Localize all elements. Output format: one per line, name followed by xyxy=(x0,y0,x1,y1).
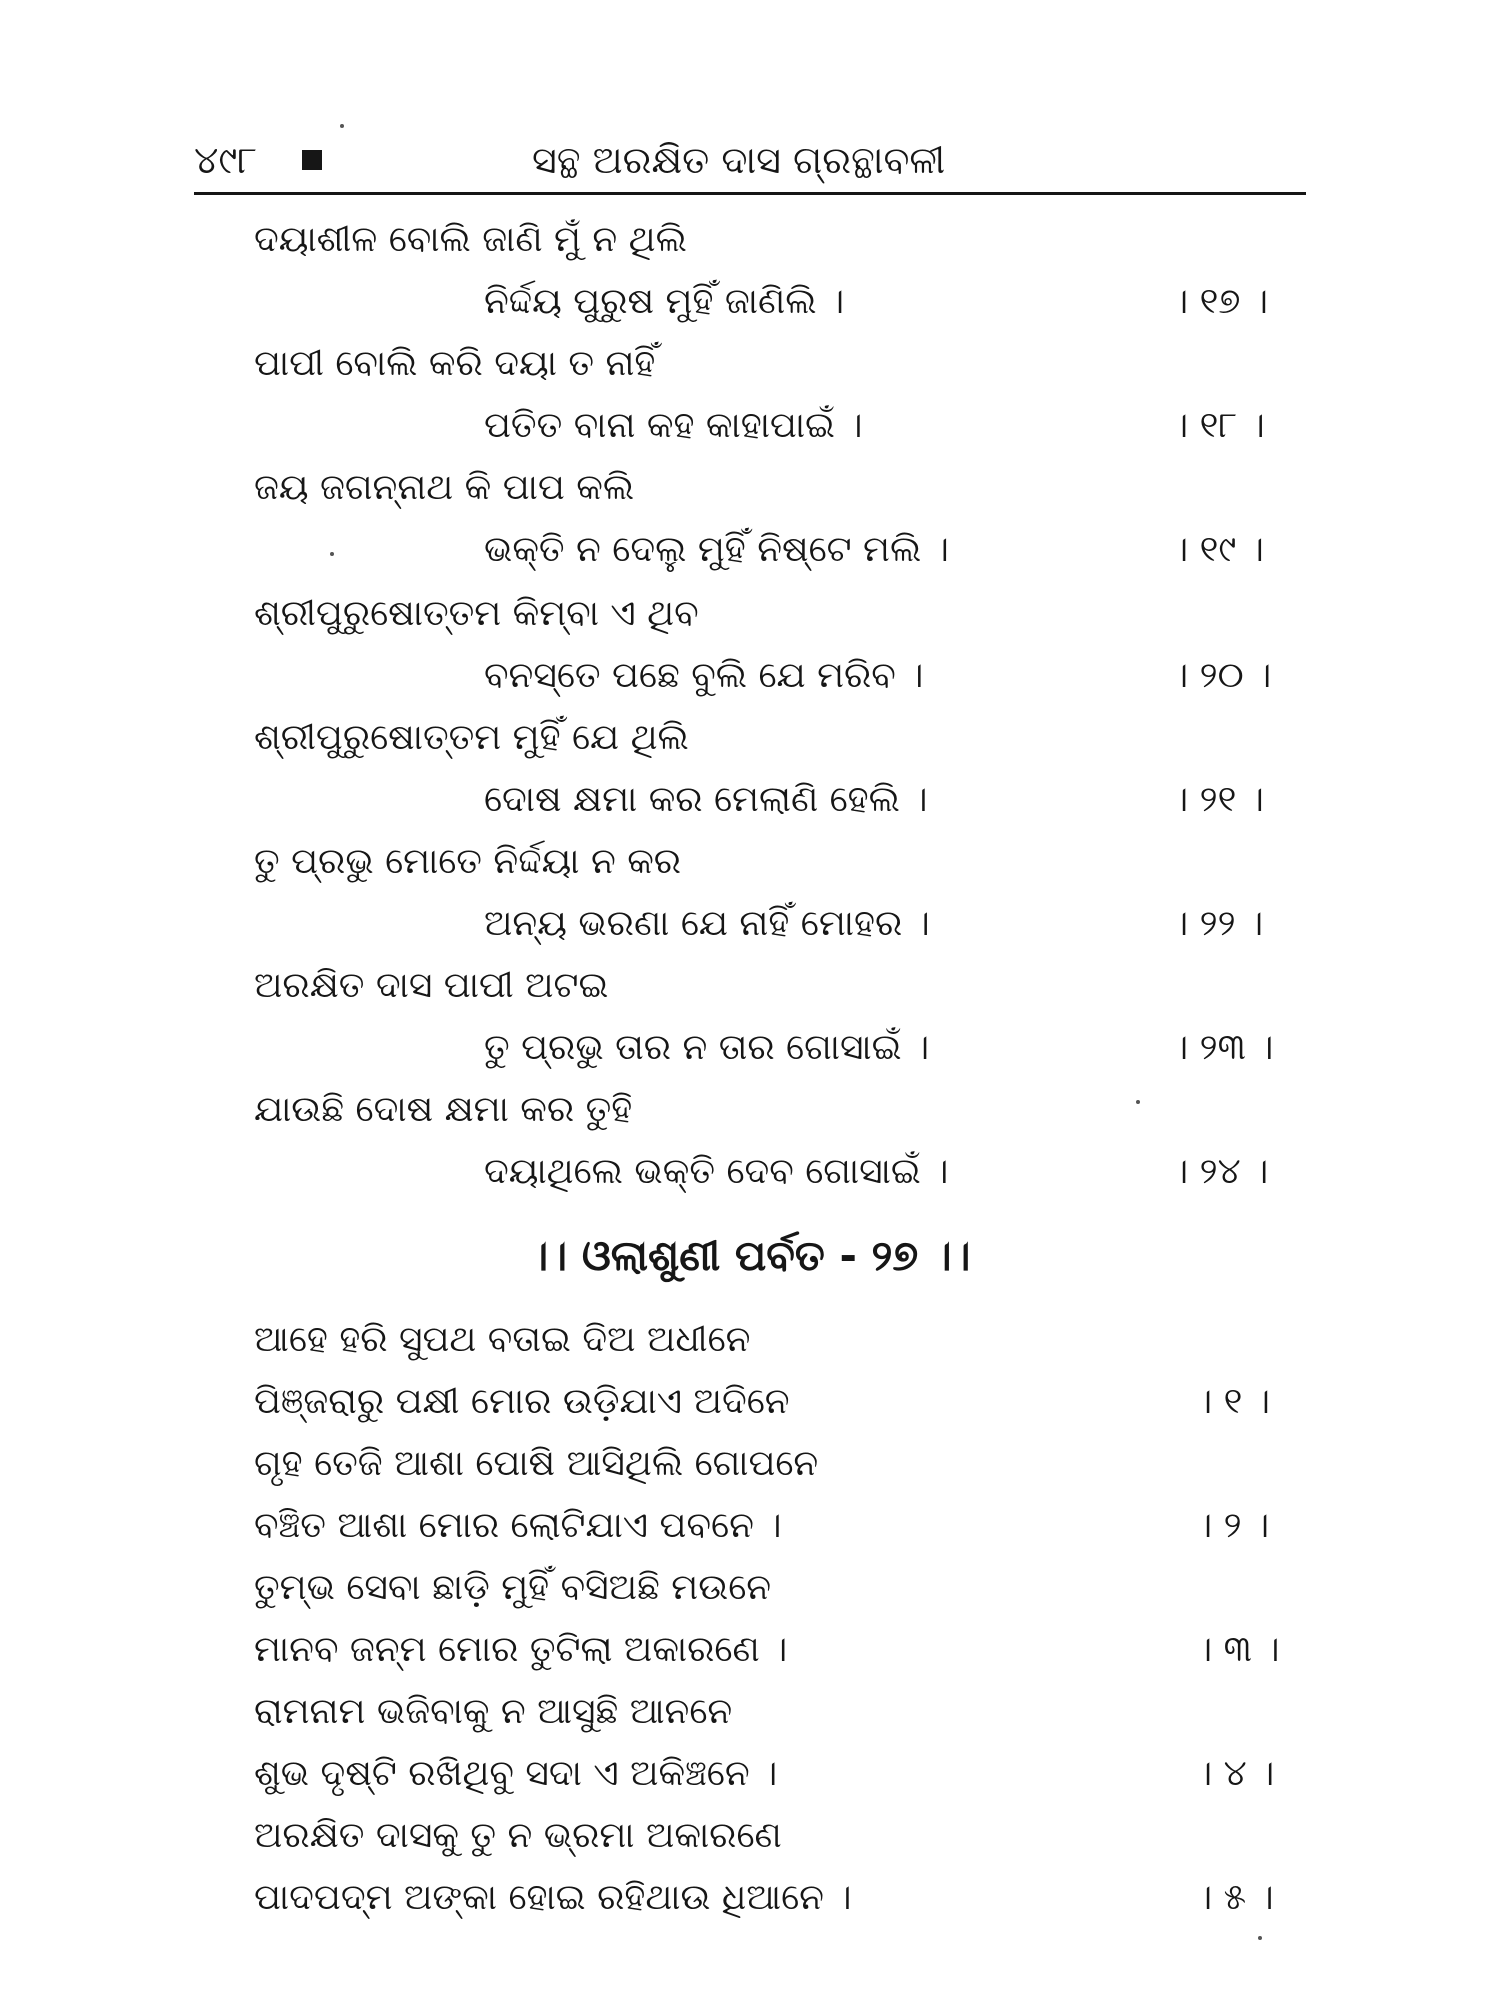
verse-line: ପିଞ୍ଜରାରୁ ପକ୍ଷୀ ମୋର ଉଡ଼ିଯାଏ ଅଦିନେ xyxy=(254,1381,790,1422)
verse-number: । ୨୦ । xyxy=(1172,655,1272,696)
verse-line: ପତିତ ବାନା କହ କାହାପାଇଁ । xyxy=(484,405,863,446)
square-bullet-icon xyxy=(302,150,322,170)
verse-number: । ୨୨ । xyxy=(1172,903,1264,944)
verse-line: ବନସ୍ତେ ପଛେ ବୁଲି ଯେ ମରିବ । xyxy=(484,655,924,696)
verse-number: । ୫ । xyxy=(1196,1877,1274,1918)
verse-number: । ୨୩ । xyxy=(1172,1027,1274,1068)
verse-line: ପାଦପଦ୍ମ ଅଙ୍କା ହୋଇ ରହିଥାଉ ଧିଆନେ । xyxy=(254,1877,852,1918)
verse-line: ଜୟ ଜଗନ୍ନାଥ କି ପାପ କଲି xyxy=(254,467,635,508)
header-divider xyxy=(194,192,1306,195)
verse-line: ଗୃହ ତେଜି ଆଶା ପୋଷି ଆସିଥିଲି ଗୋପନେ xyxy=(254,1443,819,1484)
verse-line: ଯାଉଛି ଦୋଷ କ୍ଷମା କର ତୁହି xyxy=(254,1089,633,1130)
verse-line: ଅରକ୍ଷିତ ଦାସ ପାପୀ ଅଟଇ xyxy=(254,965,609,1006)
verse-line: ଦୋଷ କ୍ଷମା କର ମେଲାଣି ହେଲି । xyxy=(484,779,928,820)
verse-line: ଶ୍ରୀପୁରୁଷୋତ୍ତମ କିମ୍ବା ଏ ଥିବ xyxy=(254,593,699,634)
verse-number: । ୨୧ । xyxy=(1172,779,1264,820)
scan-speck xyxy=(330,552,334,556)
book-title: ସନ୍ଥ ଅରକ୍ଷିତ ଦାସ ଗ୍ରନ୍ଥାବଳୀ xyxy=(532,138,946,182)
verse-line: ରାମନାମ ଭଜିବାକୁ ନ ଆସୁଛି ଆନନେ xyxy=(254,1691,733,1732)
verse-line: ମାନବ ଜନ୍ମ ମୋର ତୁଟିଲା ଅକାରଣେ । xyxy=(254,1629,788,1670)
section-heading: ।। ଓଲାଶୁଣୀ ପର୍ବତ - ୨୭ ।। xyxy=(529,1231,971,1280)
verse-line: ଦୟାଥିଲେ ଭକ୍ତି ଦେବ ଗୋସାଇଁ । xyxy=(484,1151,949,1192)
verse-line: ତୁ ପ୍ରଭୁ ମୋତେ ନିର୍ଦ୍ଦୟା ନ କର xyxy=(254,841,682,882)
verse-line: ଶୁଭ ଦୃଷ୍ଟି ରଖିଥିବୁ ସଦା ଏ ଅକିଞ୍ଚନେ । xyxy=(254,1753,778,1794)
verse-line: ଅନ୍ୟ ଭରଣା ଯେ ନାହିଁ ମୋହର । xyxy=(484,903,930,944)
page-header xyxy=(194,130,1300,190)
verse-line: ବଞ୍ଚିତ ଆଶା ମୋର ଲୋଟିଯାଏ ପବନେ । xyxy=(254,1505,782,1546)
verse-line: ଦୟାଶୀଳ ବୋଲି ଜାଣି ମୁଁ ନ ଥିଲି xyxy=(254,219,687,260)
verse-number: । ୪ । xyxy=(1196,1753,1275,1794)
verse-line: ଭକ୍ତି ନ ଦେଲୁ ମୁହିଁ ନିଷ୍ଟେ ମଲି । xyxy=(484,529,949,570)
verse-line: ପାପୀ ବୋଲି କରି ଦୟା ତ ନାହିଁ xyxy=(254,343,656,384)
verse-line: ଆହେ ହରି ସୁପଥ ବତାଇ ଦିଅ ଅଧୀନେ xyxy=(254,1319,751,1360)
scan-speck xyxy=(1136,1100,1140,1104)
verse-number: । ୨୪ । xyxy=(1172,1151,1269,1192)
verse-number: । ୩ । xyxy=(1196,1629,1280,1670)
verse-line: ନିର୍ଦ୍ଦୟ ପୁରୁଷ ମୁହିଁ ଜାଣିଲି । xyxy=(484,281,845,322)
verse-line: ଶ୍ରୀପୁରୁଷୋତ୍ତମ ମୁହିଁ ଯେ ଥିଲି xyxy=(254,717,689,758)
scan-speck xyxy=(1258,1936,1262,1940)
verse-line: ତୁମ୍ଭ ସେବା ଛାଡ଼ି ମୁହିଁ ବସିଅଛି ମଉନେ xyxy=(254,1567,772,1608)
verse-line: ତୁ ପ୍ରଭୁ ତାର ନ ତାର ଗୋସାଇଁ । xyxy=(484,1027,930,1068)
verse-number: । ୧ । xyxy=(1196,1381,1271,1422)
verse-number: । ୧୯ । xyxy=(1172,529,1264,570)
verse-number: । ୨ । xyxy=(1196,1505,1270,1546)
scan-speck xyxy=(340,124,344,128)
verse-number: । ୧୭ । xyxy=(1172,281,1269,322)
page-number: ୪୯୮ xyxy=(194,138,258,182)
verse-number: । ୧୮ । xyxy=(1172,405,1265,446)
verse-line: ଅରକ୍ଷିତ ଦାସକୁ ତୁ ନ ଭ୍ରମା ଅକାରଣେ xyxy=(254,1815,782,1856)
